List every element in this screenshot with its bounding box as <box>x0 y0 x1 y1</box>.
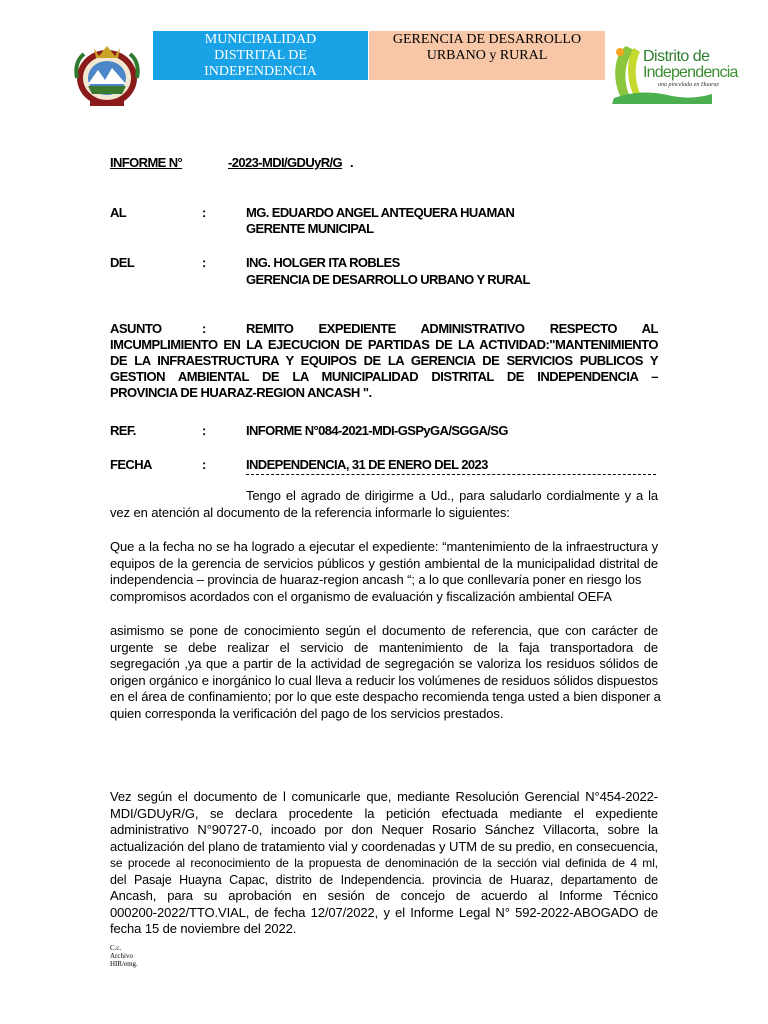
subject-line: GESTION AMBIENTAL DE LA MUNICIPALIDAD DISTRITAL DE INDEPENDENCIA – <box>110 369 658 384</box>
to-title: GERENTE MUNICIPAL <box>246 221 374 236</box>
paragraph-resolution <box>110 789 658 938</box>
paragraph-line: administrativo N°90727-0, incoado por don Nequer Rosario Sánchez Villacorta, sobre la <box>110 822 658 837</box>
footer-line: Archivo <box>110 952 133 960</box>
paragraph-line: independencia – provincia de huaraz-region ancash “; a lo que conllevaría poner en riesgo los <box>110 572 642 587</box>
paragraph-line: compromisos acordados con el organismo de evaluación y fiscalización ambiental OEFA <box>110 588 612 604</box>
informe-number: -2023-MDI/GDUyR/G <box>228 155 343 170</box>
footer-line: C.c. <box>110 944 122 952</box>
informe-dot: . <box>350 155 354 170</box>
from-title: GERENCIA DE DESARROLLO URBANO Y RURAL <box>246 272 530 287</box>
paragraph-line: en el área de confinamiento; por lo que este despacho recomienda tenga usted a bien disponer a <box>110 689 661 704</box>
from-name: ING. HOLGER ITA ROBLES <box>246 255 400 270</box>
paragraph-line: MDI/GDUyR/G, se declara procedente la petición efectuada mediante el expediente <box>110 805 658 821</box>
paragraph-line: Tengo el agrado de dirigirme a Ud., para saludarlo cordialmente y a la <box>246 488 658 503</box>
paragraph-line: equipos de la gerencia de servicios públicos y gestión ambiental de la municipalidad distrital de <box>110 555 658 571</box>
subject-colon: : <box>202 321 206 336</box>
distrito-independencia-logo-icon <box>612 44 738 104</box>
subject-line: IMCUMPLIMIENTO EN LA EJECUCION DE PARTIDAS DE LA ACTIVIDAD:"MANTENIMIENTO <box>110 337 658 352</box>
header-separator <box>246 474 656 475</box>
from-colon: : <box>202 255 206 270</box>
subject-line: REMITO EXPEDIENTE ADMINISTRATIVO RESPECTO AL <box>246 321 658 336</box>
date-value: INDEPENDENCIA, 31 DE ENERO DEL 2023 <box>246 457 488 472</box>
subject-block <box>110 321 658 401</box>
date-label: FECHA <box>110 457 152 472</box>
paragraph-line: Que a la fecha no se ha logrado a ejecutar el expediente: “mantenimiento de la infraestructura y <box>110 539 658 554</box>
paragraph-line: quien corresponda la verificación del pago de los servicios prestados. <box>110 705 504 721</box>
subject-line: PROVINCIA DE HUARAZ-REGION ANCASH ". <box>110 385 372 400</box>
logo-title-2: Independencia <box>643 64 738 81</box>
paragraph-line: 000200-2022/TTO.VIAL, de fecha 12/07/2022, y el Informe Legal N° 592-2022-ABOGADO de <box>110 904 658 920</box>
from-label: DEL <box>110 255 135 270</box>
to-name: MG. EDUARDO ANGEL ANTEQUERA HUAMAN <box>246 205 515 220</box>
municipality-header-box <box>153 31 368 80</box>
office-header-box <box>369 31 605 80</box>
ref-colon: : <box>202 423 206 438</box>
paragraph-line: segregación ,ya que a partir de la actividad de segregación se valoriza los residuos sólidos de <box>110 656 658 671</box>
to-colon: : <box>202 205 206 220</box>
paragraph-line: se procede al reconocimiento de la propuesta de denominación de la sección vial definida de 4 ml, <box>110 856 658 870</box>
municipality-name-line: MUNICIPALIDAD <box>204 32 317 47</box>
subject-line: DE LA INFRAESTRUCTURA Y EQUIPOS DE LA GERENCIA DE SERVICIOS PUBLICOS Y <box>110 353 658 368</box>
paragraph-line: actualización del plano de tratamiento vial y coordenadas y UTM de su predio, en consecuencia, <box>110 838 658 854</box>
paragraph-greeting <box>110 488 658 521</box>
paragraph-line: del Pasaje Huayna Capac, distrito de Independencia. provincia de Huaraz, departamento de <box>110 872 658 887</box>
paragraph-urgency <box>110 623 661 722</box>
paragraph-line: fecha 15 de noviembre del 2022. <box>110 921 297 936</box>
office-name-line: URBANO y RURAL <box>426 48 548 63</box>
subject-first-row <box>110 321 658 337</box>
informe-label: INFORME N° <box>110 155 183 170</box>
office-name-line: GERENCIA DE DESARROLLO <box>392 32 582 47</box>
paragraph-line: vez en atención al documento de la referencia informarle lo siguientes: <box>110 504 510 520</box>
to-label: AL <box>110 205 127 220</box>
municipal-seal-icon <box>72 42 142 108</box>
paragraph-line: Ancash, para su aprobación en sesión de concejo de acuerdo al Informe Técnico <box>110 888 658 903</box>
footer-line: HIR/emg. <box>110 960 138 968</box>
logo-title: Distrito de <box>643 48 710 65</box>
ref-value: INFORME N°084-2021-MDI-GSPyGA/SGGA/SG <box>246 423 508 438</box>
footer-cc-block <box>110 944 138 968</box>
paragraph-status <box>110 539 658 605</box>
ref-label: REF. <box>110 423 136 438</box>
municipality-name-line: INDEPENDENCIA <box>204 64 317 79</box>
paragraph-line: origen orgánico e inorgánico lo cual lleva a reducir los volúmenes de residuos sólidos dispuestos <box>110 672 658 688</box>
date-colon: : <box>202 457 206 472</box>
logo-tagline: una pincelada en Huaraz <box>658 82 719 88</box>
paragraph-line: urgente se debe realizar el servicio de mantenimiento de la faja transportadora de <box>110 639 658 655</box>
paragraph-line: asimismo se pone de conocimiento según el documento de referencia, que con carácter de <box>110 623 658 638</box>
subject-label: ASUNTO <box>110 321 162 336</box>
municipality-name-line: DISTRITAL DE <box>214 48 307 63</box>
paragraph-line: Vez según el documento de l comunicarle que, mediante Resolución Gerencial N°454-2022- <box>110 789 658 804</box>
